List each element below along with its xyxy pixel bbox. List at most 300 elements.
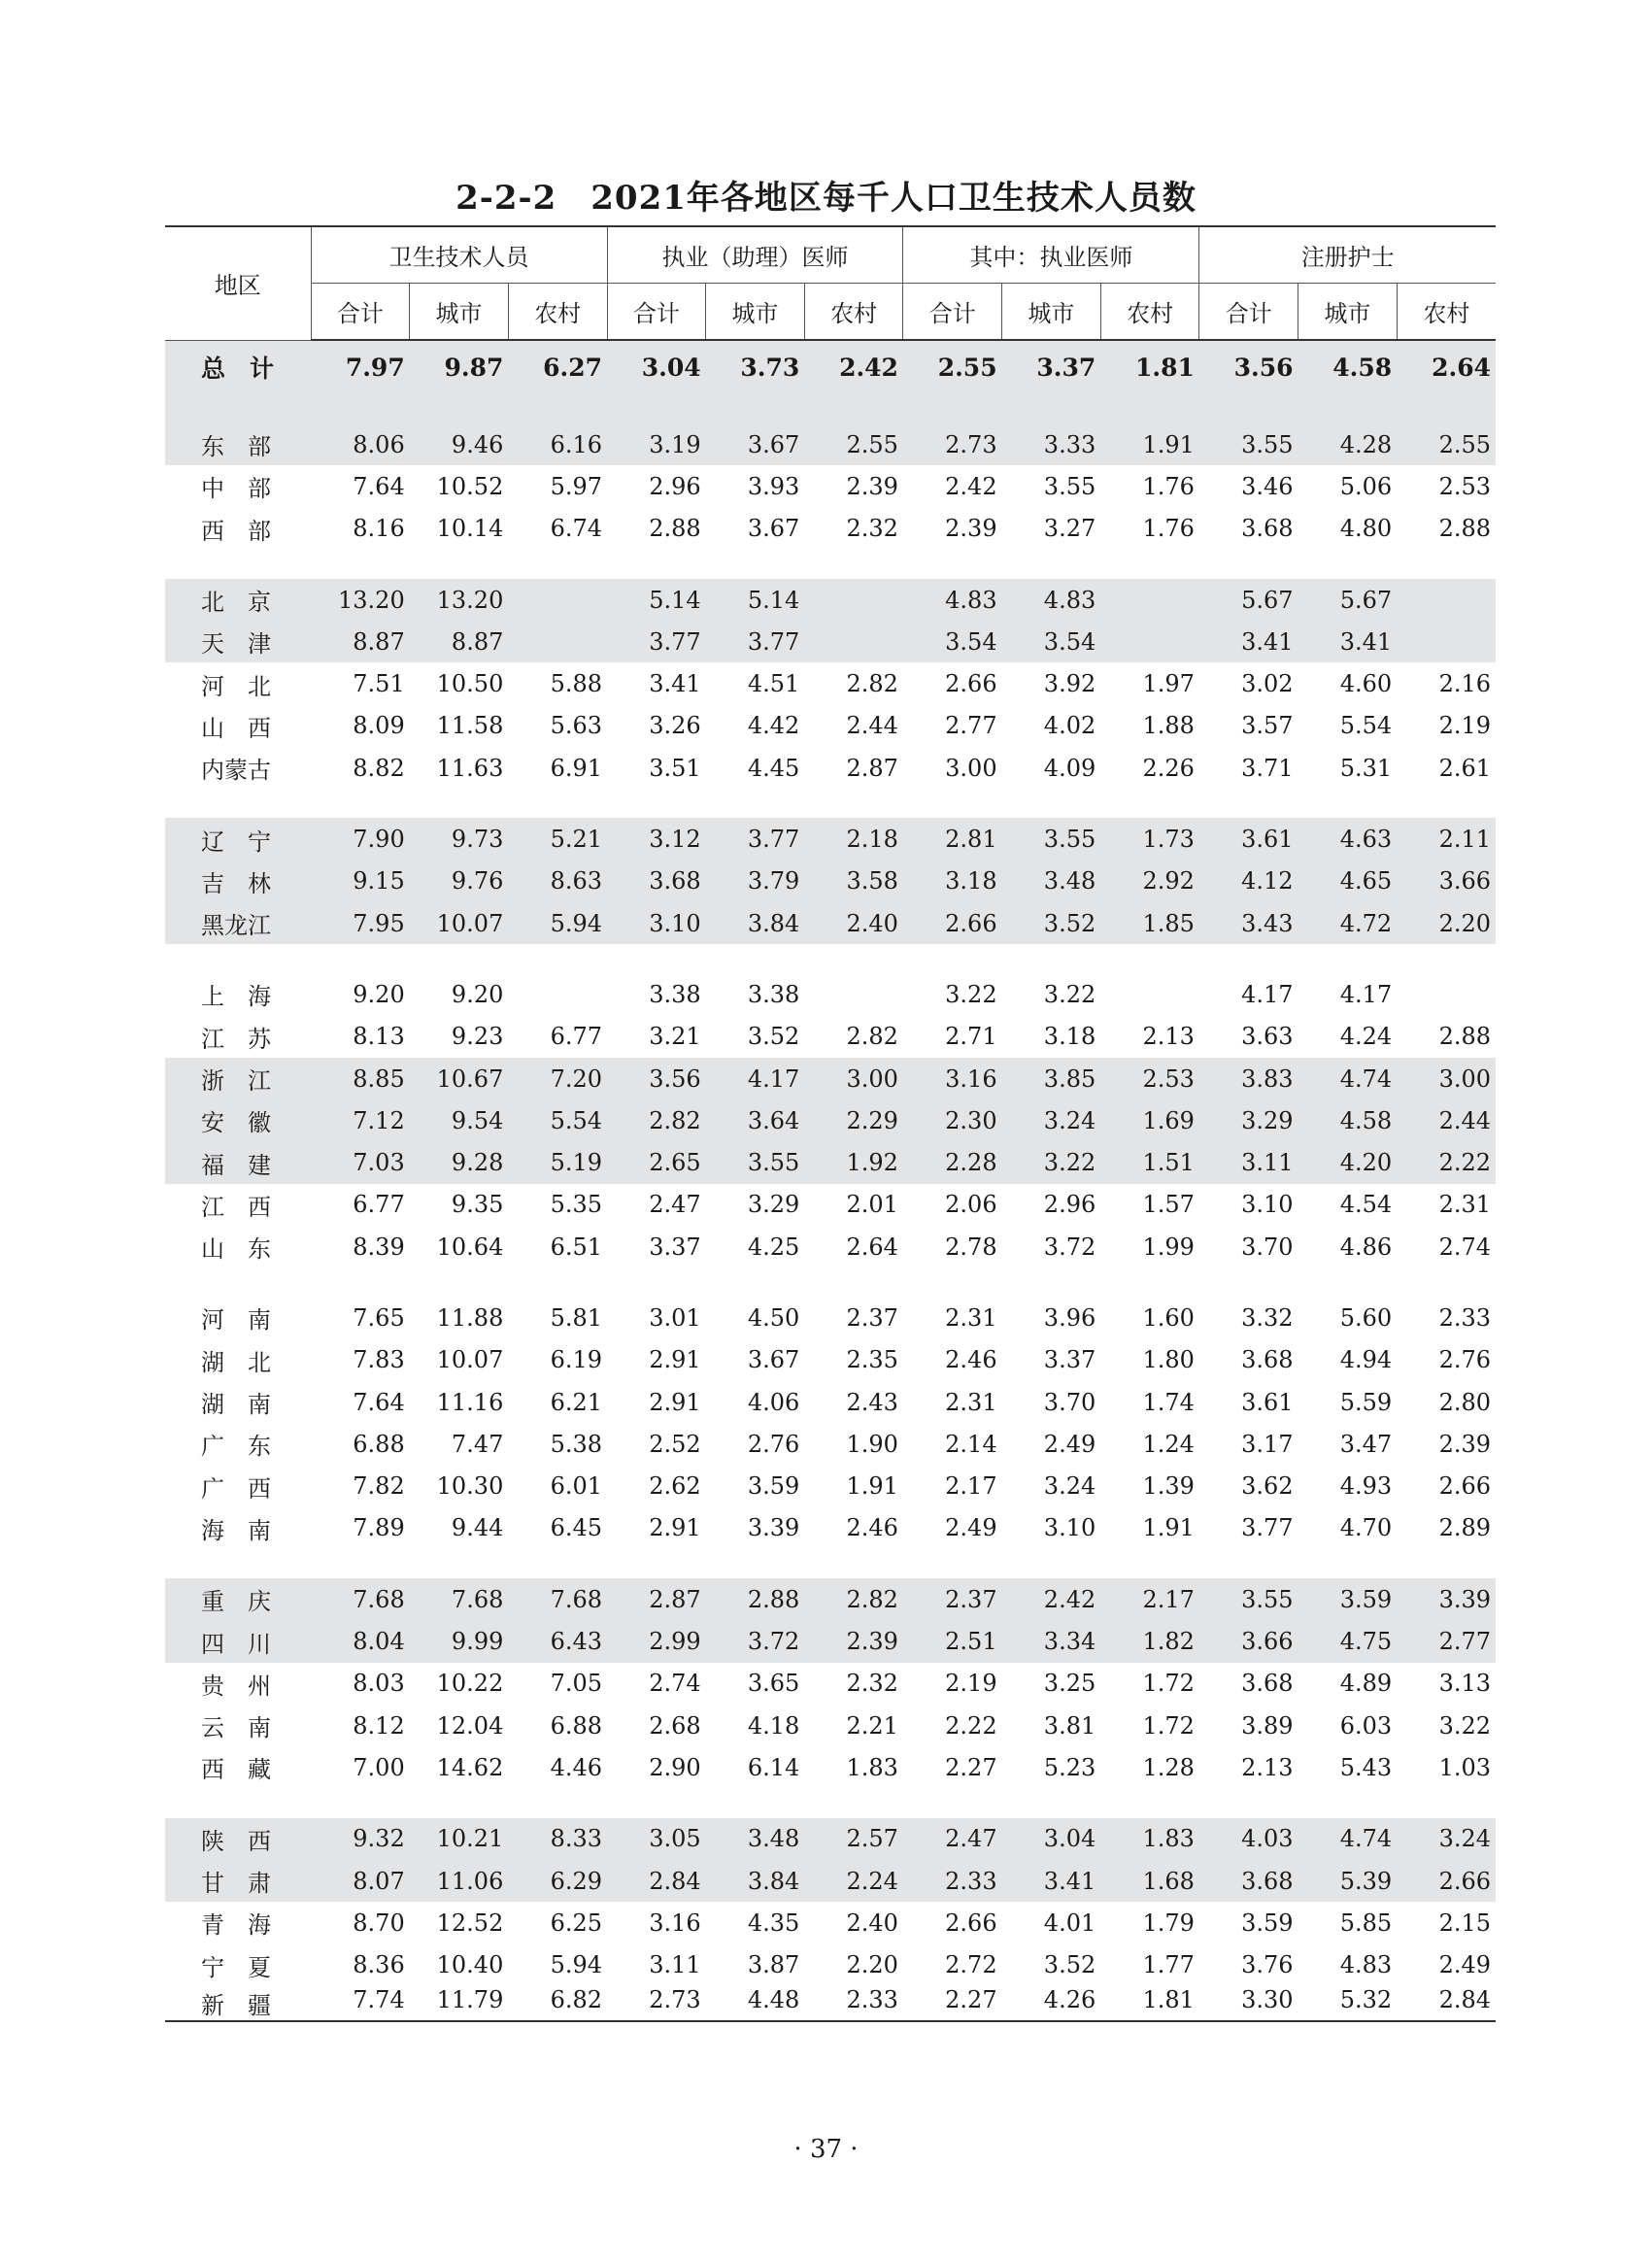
table-cell: 4.83	[903, 579, 1002, 621]
spacer-cell	[165, 944, 1496, 973]
table-cell	[804, 973, 903, 1015]
table-cell: 2.33	[903, 1860, 1002, 1902]
table-cell: 3.17	[1241, 1430, 1294, 1458]
table-cell: 3.05	[607, 1818, 706, 1860]
table-cell: 8.04	[311, 1620, 410, 1662]
table-cell: 1.77	[1142, 1951, 1195, 1979]
table-cell: 2.49	[1043, 1430, 1096, 1458]
table-cell: 6.43	[508, 1620, 607, 1662]
table-cell: 7.82	[353, 1472, 405, 1501]
table-cell: 10.07	[410, 902, 509, 944]
region-name: 北 京	[165, 579, 311, 621]
table-cell: 1.68	[1100, 1860, 1199, 1902]
table-cell: 3.52	[1002, 902, 1101, 944]
table-cell: 4.17	[1339, 980, 1393, 1008]
table-cell: 5.94	[508, 902, 607, 944]
table-cell: 5.38	[550, 1430, 603, 1458]
table-cell: 4.35	[747, 1909, 800, 1937]
region-name: 上 海	[201, 983, 271, 1011]
table-cell: 2.27	[945, 1753, 997, 1781]
subheader-rural: 农村	[508, 284, 607, 341]
table-cell: 2.20	[846, 1951, 898, 1979]
table-row	[165, 1818, 1496, 1860]
table-cell: 1.03	[1438, 1753, 1491, 1781]
table-cell: 10.22	[436, 1670, 504, 1698]
table-cell: 8.13	[353, 1023, 405, 1051]
table-cell: 2.37	[846, 1303, 898, 1332]
region-name: 海 南	[201, 1516, 271, 1544]
spacer-cell	[165, 1789, 1496, 1818]
table-cell: 3.55	[1199, 1578, 1298, 1620]
table-cell: 3.48	[706, 1818, 805, 1860]
table-cell: 4.06	[747, 1388, 800, 1416]
table-cell: 6.19	[550, 1346, 603, 1374]
table-cell: 5.54	[1339, 712, 1393, 740]
table-cell: 2.39	[1438, 1430, 1491, 1458]
table-cell: 3.54	[1002, 621, 1101, 662]
table-cell: 3.10	[607, 902, 706, 944]
table-cell: 2.88	[1438, 515, 1491, 543]
table-cell: 1.90	[846, 1430, 898, 1458]
table-cell: 6.77	[353, 1191, 405, 1219]
region-name: 云 南	[201, 1714, 271, 1742]
table-cell: 3.02	[1241, 670, 1294, 698]
table-cell: 2.82	[804, 1578, 903, 1620]
table-cell: 3.41	[1199, 621, 1298, 662]
table-cell: 2.37	[903, 1578, 1002, 1620]
table-cell: 4.09	[1043, 754, 1096, 782]
table-row	[165, 1986, 1496, 2021]
table-cell: 5.19	[508, 1141, 607, 1183]
table-cell: 2.73	[607, 1986, 706, 2021]
table-row	[165, 1507, 1496, 1549]
table-cell: 7.97	[311, 340, 410, 394]
table-cell: 5.06	[1339, 472, 1393, 500]
table-cell: 3.32	[1241, 1303, 1294, 1332]
table-row	[165, 902, 1496, 944]
region-name: 湖 南	[201, 1391, 271, 1419]
table-cell: 7.64	[353, 472, 405, 500]
table-cell: 4.18	[747, 1711, 800, 1740]
table-cell: 4.58	[1298, 1099, 1398, 1141]
table-cell: 4.70	[1339, 1514, 1393, 1542]
region-name: 青 海	[201, 1911, 271, 1940]
region-name: 福 建	[165, 1141, 311, 1183]
table-row	[165, 1746, 1496, 1788]
table-cell: 3.25	[1043, 1670, 1096, 1698]
table-cell: 2.55	[1397, 423, 1496, 465]
table-row	[165, 1339, 1496, 1381]
table-cell: 3.57	[1241, 712, 1294, 740]
table-cell: 2.33	[804, 1986, 903, 2021]
table-row	[165, 340, 1496, 394]
table-cell: 6.51	[550, 1233, 603, 1261]
table-cell: 1.83	[846, 1753, 898, 1781]
table-cell	[508, 579, 607, 621]
table-cell: 12.04	[436, 1711, 504, 1740]
table-cell: 8.33	[508, 1818, 607, 1860]
table-cell: 13.20	[311, 579, 410, 621]
table-cell: 6.77	[550, 1023, 603, 1051]
table-row	[165, 1663, 1496, 1705]
table-cell: 7.20	[508, 1058, 607, 1099]
table-cell: 2.14	[945, 1430, 997, 1458]
table-cell: 12.52	[436, 1909, 504, 1937]
region-name: 贵 州	[201, 1672, 271, 1700]
table-cell: 2.92	[1100, 861, 1199, 902]
table-cell: 2.31	[1438, 1191, 1491, 1219]
table-cell: 3.71	[1241, 754, 1294, 782]
table-cell: 3.00	[804, 1058, 903, 1099]
table-cell: 2.82	[846, 670, 898, 698]
table-cell: 3.67	[747, 1346, 800, 1374]
spacer-row	[165, 789, 1496, 818]
table-cell: 2.47	[903, 1818, 1002, 1860]
table-cell: 2.91	[649, 1514, 701, 1542]
table-cell: 3.68	[607, 861, 706, 902]
table-cell	[1397, 579, 1496, 621]
table-cell: 3.66	[1397, 861, 1496, 902]
spacer-cell	[165, 550, 1496, 579]
subheader-urban: 城市	[410, 284, 509, 341]
table-cell: 3.29	[1199, 1099, 1298, 1141]
table-cell: 6.29	[508, 1860, 607, 1902]
table-cell: 7.90	[311, 818, 410, 860]
table-cell: 6.88	[550, 1711, 603, 1740]
region-name: 西 藏	[201, 1756, 271, 1784]
subheader-total: 合计	[311, 284, 410, 341]
table-cell: 4.65	[1298, 861, 1398, 902]
table-cell: 3.52	[1043, 1951, 1096, 1979]
table-row	[165, 423, 1496, 465]
table-cell: 2.78	[945, 1233, 997, 1261]
region-name: 陕 西	[165, 1818, 311, 1860]
table-cell: 6.82	[508, 1986, 607, 2021]
table-cell: 2.87	[846, 754, 898, 782]
table-cell: 3.77	[607, 621, 706, 662]
table-cell: 2.88	[1438, 1023, 1491, 1051]
table-cell: 2.16	[1438, 670, 1491, 698]
table-cell	[1397, 621, 1496, 662]
subheader-rural: 农村	[1397, 284, 1496, 341]
table-cell: 3.73	[706, 340, 805, 394]
table-cell: 8.85	[311, 1058, 410, 1099]
spacer-cell	[165, 789, 1496, 818]
table-cell: 6.74	[550, 515, 603, 543]
table-cell: 7.68	[508, 1578, 607, 1620]
table-cell: 3.00	[1397, 1058, 1496, 1099]
subheader-urban: 城市	[1002, 284, 1101, 341]
table-cell: 4.74	[1298, 1818, 1398, 1860]
table-cell: 2.18	[804, 818, 903, 860]
table-cell: 2.33	[1438, 1303, 1491, 1332]
table-cell: 1.76	[1142, 472, 1195, 500]
group-header-licensed-physician: 其中：执业医师	[903, 226, 1199, 284]
table-cell: 3.24	[1002, 1099, 1101, 1141]
table-cell: 2.46	[846, 1514, 898, 1542]
table-cell: 6.88	[353, 1430, 405, 1458]
table-cell: 3.18	[903, 861, 1002, 902]
region-name: 内蒙古	[201, 757, 271, 785]
table-cell: 3.83	[1199, 1058, 1298, 1099]
table-cell: 9.15	[311, 861, 410, 902]
spacer-row	[165, 394, 1496, 423]
region-name: 江 西	[201, 1193, 271, 1221]
table-cell: 2.29	[804, 1099, 903, 1141]
table-cell: 3.30	[1199, 1986, 1298, 2021]
table-cell: 5.67	[1199, 579, 1298, 621]
data-table-container	[165, 225, 1496, 2022]
subheader-urban: 城市	[706, 284, 805, 341]
table-cell: 5.88	[550, 670, 603, 698]
table-cell: 8.09	[353, 712, 405, 740]
table-cell: 2.91	[649, 1346, 701, 1374]
table-cell: 1.28	[1142, 1753, 1195, 1781]
table-cell: 6.16	[508, 423, 607, 465]
table-cell: 3.96	[1043, 1303, 1096, 1332]
table-cell: 3.70	[1043, 1388, 1096, 1416]
table-cell: 2.44	[1397, 1099, 1496, 1141]
table-cell: 2.26	[1142, 754, 1195, 782]
table-cell: 3.59	[1241, 1909, 1294, 1937]
table-row	[165, 1705, 1496, 1746]
table-cell: 6.25	[550, 1909, 603, 1937]
table-cell: 10.67	[410, 1058, 509, 1099]
table-cell: 1.91	[1100, 423, 1199, 465]
region-name: 湖 北	[201, 1348, 271, 1376]
table-cell: 2.49	[1438, 1951, 1491, 1979]
table-cell: 9.35	[451, 1191, 504, 1219]
table-cell: 2.66	[1397, 1860, 1496, 1902]
table-cell: 2.32	[846, 1670, 898, 1698]
region-name: 中 部	[201, 475, 271, 503]
table-cell: 7.89	[353, 1514, 405, 1542]
table-cell: 3.55	[1199, 423, 1298, 465]
table-cell	[508, 621, 607, 662]
spacer-cell	[165, 1267, 1496, 1297]
table-cell: 2.22	[1397, 1141, 1496, 1183]
table-cell: 2.74	[1438, 1233, 1491, 1261]
table-cell: 8.03	[353, 1670, 405, 1698]
table-cell: 3.93	[747, 472, 800, 500]
table-cell: 7.51	[353, 670, 405, 698]
table-cell: 3.22	[1043, 980, 1096, 1008]
table-cell: 4.54	[1339, 1191, 1393, 1219]
table-cell: 3.37	[1002, 340, 1101, 394]
table-cell: 3.85	[1002, 1058, 1101, 1099]
table-cell: 7.83	[353, 1346, 405, 1374]
page-number: · 37 ·	[793, 2135, 859, 2164]
table-row	[165, 579, 1496, 621]
table-cell: 9.46	[410, 423, 509, 465]
table-cell: 7.68	[410, 1578, 509, 1620]
table-cell: 3.89	[1241, 1711, 1294, 1740]
table-cell: 3.77	[706, 818, 805, 860]
table-cell: 3.61	[1241, 1388, 1294, 1416]
table-row	[165, 1423, 1496, 1465]
table-cell: 2.42	[804, 340, 903, 394]
table-cell: 2.11	[1397, 818, 1496, 860]
table-cell: 3.29	[747, 1191, 800, 1219]
table-cell: 11.16	[436, 1388, 504, 1416]
table-cell: 8.36	[353, 1951, 405, 1979]
table-cell: 4.25	[747, 1233, 800, 1261]
table-cell: 5.43	[1339, 1753, 1393, 1781]
table-cell: 2.84	[607, 1860, 706, 1902]
table-cell: 5.60	[1339, 1303, 1393, 1332]
table-cell: 2.35	[846, 1346, 898, 1374]
table-cell: 8.70	[353, 1909, 405, 1937]
table-cell: 4.24	[1339, 1023, 1393, 1051]
table-cell: 4.83	[1002, 579, 1101, 621]
table-cell: 10.40	[436, 1951, 504, 1979]
table-cell: 6.03	[1339, 1711, 1393, 1740]
table-cell: 2.87	[607, 1578, 706, 1620]
data-table	[165, 225, 1496, 2022]
table-cell: 8.82	[353, 754, 405, 782]
table-cell: 2.99	[607, 1620, 706, 1662]
subheader-total: 合计	[1199, 284, 1298, 341]
table-cell: 3.39	[747, 1514, 800, 1542]
table-cell: 3.92	[1043, 670, 1096, 698]
table-cell: 1.72	[1142, 1670, 1195, 1698]
table-row	[165, 1578, 1496, 1620]
table-cell: 10.21	[410, 1818, 509, 1860]
table-cell: 3.65	[747, 1670, 800, 1698]
region-name: 河 南	[201, 1306, 271, 1335]
table-cell: 3.47	[1339, 1430, 1393, 1458]
table-cell: 3.59	[1298, 1578, 1398, 1620]
table-cell: 8.07	[311, 1860, 410, 1902]
table-cell: 3.68	[1241, 1346, 1294, 1374]
table-cell: 4.17	[706, 1058, 805, 1099]
table-cell: 3.12	[607, 818, 706, 860]
table-cell: 3.56	[1199, 340, 1298, 394]
table-cell: 2.88	[649, 515, 701, 543]
subheader-rural: 农村	[804, 284, 903, 341]
table-cell: 3.13	[1438, 1670, 1491, 1698]
table-cell: 2.76	[747, 1430, 800, 1458]
table-cell: 5.39	[1298, 1860, 1398, 1902]
table-cell: 3.41	[1298, 621, 1398, 662]
table-cell: 7.12	[311, 1099, 410, 1141]
table-cell: 2.84	[1397, 1986, 1496, 2021]
table-cell: 7.05	[550, 1670, 603, 1698]
spacer-cell	[165, 394, 1496, 423]
table-cell: 5.63	[550, 712, 603, 740]
table-cell: 3.18	[1043, 1023, 1096, 1051]
table-cell: 3.56	[607, 1058, 706, 1099]
table-row	[165, 621, 1496, 662]
table-cell: 2.21	[846, 1711, 898, 1740]
table-cell: 5.32	[1298, 1986, 1398, 2021]
table-cell: 2.39	[945, 515, 997, 543]
table-row	[165, 1226, 1496, 1267]
table-cell: 2.65	[607, 1141, 706, 1183]
table-cell: 3.72	[1043, 1233, 1096, 1261]
table-cell: 7.00	[353, 1753, 405, 1781]
table-cell: 3.16	[649, 1909, 701, 1937]
region-header: 地区	[165, 226, 311, 340]
table-row	[165, 508, 1496, 550]
table-cell: 2.19	[1438, 712, 1491, 740]
table-cell: 3.22	[1438, 1711, 1491, 1740]
region-name: 广 东	[201, 1433, 271, 1461]
table-cell: 2.20	[1397, 902, 1496, 944]
table-cell: 2.30	[903, 1099, 1002, 1141]
region-name: 甘 肃	[165, 1860, 311, 1902]
table-cell: 11.79	[410, 1986, 509, 2021]
table-cell: 3.66	[1199, 1620, 1298, 1662]
table-cell: 2.28	[903, 1141, 1002, 1183]
table-cell: 2.22	[945, 1711, 997, 1740]
table-cell: 1.74	[1142, 1388, 1195, 1416]
subheader-urban: 城市	[1298, 284, 1398, 341]
table-cell: 1.57	[1142, 1191, 1195, 1219]
table-cell: 4.20	[1298, 1141, 1398, 1183]
table-cell: 5.94	[550, 1951, 603, 1979]
table-cell: 3.21	[649, 1023, 701, 1051]
table-cell: 9.23	[451, 1023, 504, 1051]
table-cell: 8.63	[508, 861, 607, 902]
table-cell: 3.79	[706, 861, 805, 902]
table-cell: 2.19	[945, 1670, 997, 1698]
table-cell: 2.73	[903, 423, 1002, 465]
table-cell: 5.14	[706, 579, 805, 621]
table-cell: 7.65	[353, 1303, 405, 1332]
table-cell: 2.43	[846, 1388, 898, 1416]
table-row	[165, 1297, 1496, 1338]
table-cell: 4.03	[1199, 1818, 1298, 1860]
table-cell: 2.49	[945, 1514, 997, 1542]
table-cell: 1.91	[1142, 1514, 1195, 1542]
table-cell: 3.11	[649, 1951, 701, 1979]
subheader-total: 合计	[903, 284, 1002, 341]
subheader-rural: 农村	[1100, 284, 1199, 341]
table-cell: 8.06	[311, 423, 410, 465]
table-cell: 2.74	[649, 1670, 701, 1698]
table-cell: 4.48	[706, 1986, 805, 2021]
table-cell: 5.81	[550, 1303, 603, 1332]
table-cell: 3.34	[1002, 1620, 1101, 1662]
table-cell: 6.01	[550, 1472, 603, 1501]
table-cell: 2.89	[1438, 1514, 1491, 1542]
table-cell: 2.82	[846, 1023, 898, 1051]
table-cell: 9.20	[353, 980, 405, 1008]
table-cell	[804, 621, 903, 662]
table-cell: 2.66	[945, 670, 997, 698]
region-name: 天 津	[165, 621, 311, 662]
table-cell	[508, 973, 607, 1015]
table-row	[165, 1902, 1496, 1943]
table-cell: 3.72	[706, 1620, 805, 1662]
table-cell: 3.39	[1397, 1578, 1496, 1620]
table-cell: 4.58	[1298, 340, 1398, 394]
table-cell: 2.06	[945, 1191, 997, 1219]
table-cell: 7.95	[311, 902, 410, 944]
spacer-row	[165, 1789, 1496, 1818]
table-cell: 3.64	[706, 1099, 805, 1141]
table-cell: 1.80	[1142, 1346, 1195, 1374]
table-cell: 4.75	[1298, 1620, 1398, 1662]
table-cell: 3.58	[804, 861, 903, 902]
table-row	[165, 1944, 1496, 1986]
table-cell: 5.59	[1339, 1388, 1393, 1416]
table-cell: 3.68	[1241, 515, 1294, 543]
table-cell: 1.81	[1100, 340, 1199, 394]
region-name: 总 计	[165, 340, 311, 394]
table-cell: 3.48	[1002, 861, 1101, 902]
